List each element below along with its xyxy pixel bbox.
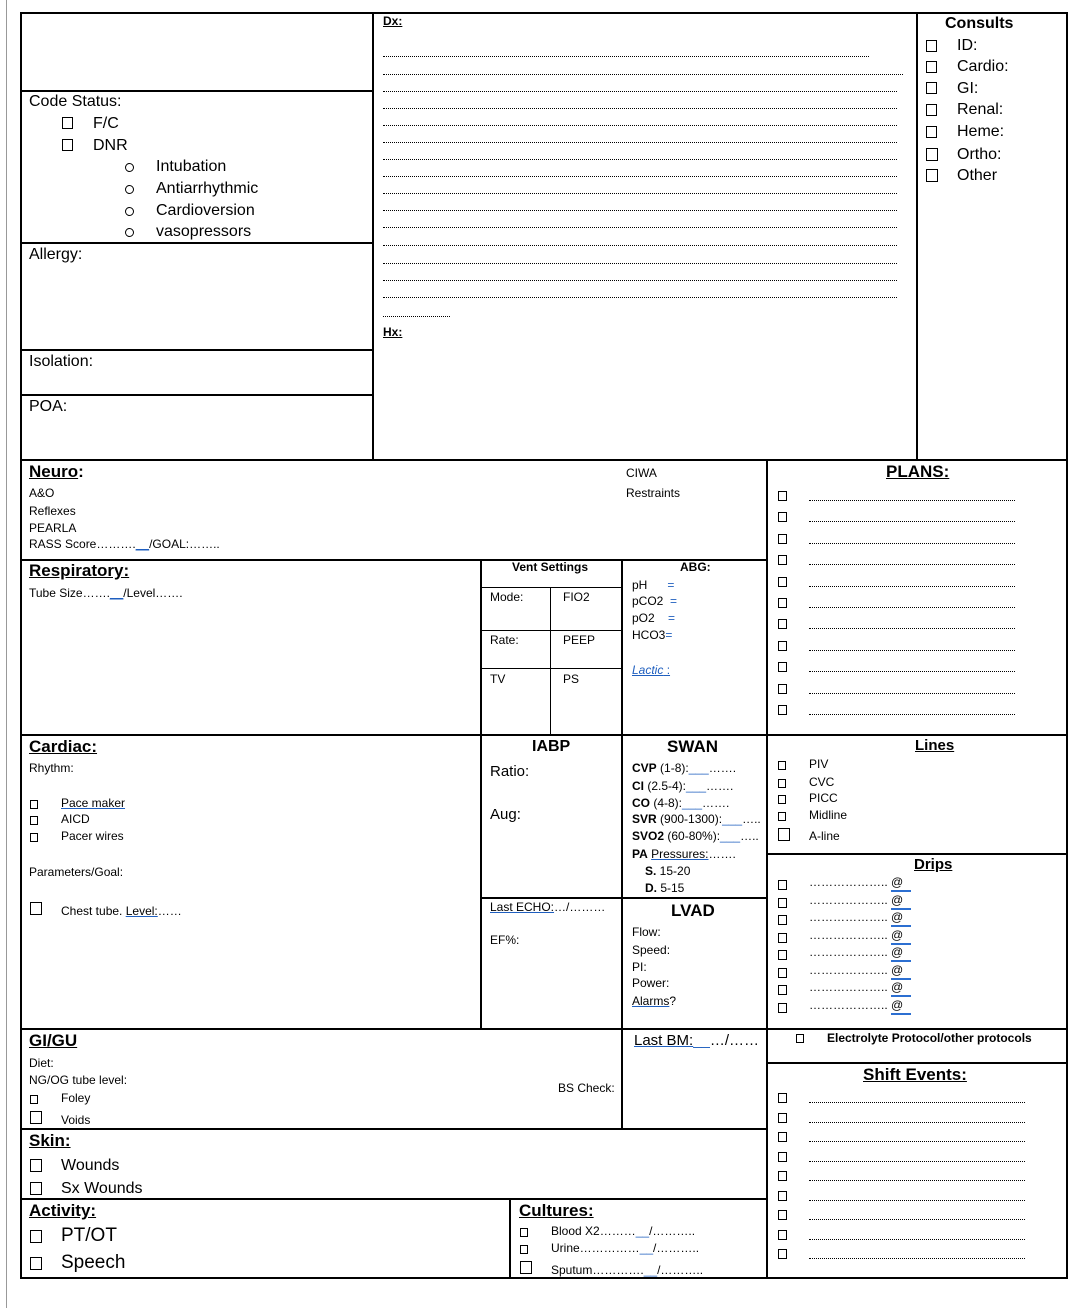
drip-4-line: ……………….. @ xyxy=(809,927,904,942)
shift-event-2-checkbox[interactable] xyxy=(778,1113,787,1123)
abg-hco3: HCO3= xyxy=(632,628,673,642)
drip-3-checkbox[interactable] xyxy=(778,915,787,925)
blood-checkbox[interactable] xyxy=(520,1228,528,1237)
drip-7-blank[interactable] xyxy=(891,995,911,997)
voids-checkbox[interactable] xyxy=(30,1111,42,1124)
pacemaker-checkbox[interactable] xyxy=(30,800,38,809)
intubation-label: Intubation xyxy=(156,158,227,175)
vent-fio2: FIO2 xyxy=(563,590,590,604)
vent-ps: PS xyxy=(563,672,580,686)
iabp-ratio: Ratio: xyxy=(490,763,530,780)
shift-events-title: Shift Events: xyxy=(863,1065,967,1084)
shift-event-8-checkbox[interactable] xyxy=(778,1230,787,1240)
pacer-wires-label: Pacer wires xyxy=(61,829,124,843)
drip-5-blank[interactable] xyxy=(891,960,911,962)
consult-ortho-checkbox[interactable] xyxy=(926,148,938,161)
swan-svo2: SVO2 (60-80%):___….. xyxy=(632,829,759,843)
drip-1-line: ……………….. @ xyxy=(809,875,904,889)
drip-4-checkbox[interactable] xyxy=(778,933,787,943)
vent-rate: Rate: xyxy=(490,633,519,647)
plan-1-line[interactable] xyxy=(809,500,1015,501)
aicd-checkbox[interactable] xyxy=(30,816,38,825)
abg-title: ABG: xyxy=(680,560,711,574)
chest-tube-label: Chest tube. Level:…… xyxy=(61,904,182,918)
shift-event-9-checkbox[interactable] xyxy=(778,1249,787,1259)
plan-11-checkbox[interactable] xyxy=(778,705,787,715)
shift-event-4-checkbox[interactable] xyxy=(778,1152,787,1162)
consults-title: Consults xyxy=(945,15,1014,32)
drip-8-blank[interactable] xyxy=(891,1013,911,1015)
tube-size: Tube Size…….__/Level……. xyxy=(29,586,183,600)
drip-3-blank[interactable] xyxy=(891,925,911,927)
abg-po2: pO2 = xyxy=(632,611,676,625)
ptot-checkbox[interactable] xyxy=(30,1230,42,1243)
lvad-alarms: Alarms? xyxy=(632,994,677,1008)
wounds-checkbox[interactable] xyxy=(30,1159,42,1172)
urine-checkbox[interactable] xyxy=(520,1245,528,1254)
consult-gi-checkbox[interactable] xyxy=(926,82,937,94)
restraints-label: Restraints xyxy=(626,486,681,500)
neuro-pearla: PEARLA xyxy=(29,521,77,535)
sputum-checkbox[interactable] xyxy=(520,1261,532,1274)
pacemaker-label: Pace maker xyxy=(61,796,126,810)
shift-event-6-line[interactable] xyxy=(809,1200,1025,1201)
cvc-label: CVC xyxy=(809,775,835,789)
vent-tv: TV xyxy=(490,672,506,686)
plan-5-line[interactable] xyxy=(809,586,1015,587)
plan-6-checkbox[interactable] xyxy=(778,598,787,608)
consult-renal-checkbox[interactable] xyxy=(926,104,937,116)
plan-3-line[interactable] xyxy=(809,543,1015,544)
sx-wounds-label: Sx Wounds xyxy=(61,1180,143,1197)
drips-title: Drips xyxy=(914,856,953,873)
consult-heme-label: Heme: xyxy=(957,123,1005,140)
poa-label: POA: xyxy=(29,398,68,415)
ef-label: EF%: xyxy=(490,933,520,947)
consult-heme-checkbox[interactable] xyxy=(926,126,937,138)
wounds-label: Wounds xyxy=(61,1157,120,1174)
last-bm: Last BM:__…/…… xyxy=(634,1032,760,1049)
lines-title: Lines xyxy=(915,737,955,754)
piv-label: PIV xyxy=(809,757,829,771)
bs-check-label: BS Check: xyxy=(558,1081,615,1095)
lvad-power: Power: xyxy=(632,976,670,990)
lvad-speed: Speed: xyxy=(632,943,671,957)
voids-label: Voids xyxy=(61,1113,91,1127)
vasopressors-radio[interactable] xyxy=(125,228,134,237)
antiarrhythmic-radio[interactable] xyxy=(125,185,134,194)
lvad-flow: Flow: xyxy=(632,925,661,939)
fc-checkbox[interactable] xyxy=(62,117,73,129)
plan-4-checkbox[interactable] xyxy=(778,555,787,565)
cardioversion-radio[interactable] xyxy=(125,207,134,216)
plan-7-line[interactable] xyxy=(809,628,1015,629)
drip-6-checkbox[interactable] xyxy=(778,968,787,978)
antiarrhythmic-label: Antiarrhythmic xyxy=(156,180,259,197)
piv-checkbox[interactable] xyxy=(778,761,786,770)
drip-2-line: ……………….. @ xyxy=(809,892,904,907)
left-margin-line xyxy=(6,0,7,1308)
shift-event-3-checkbox[interactable] xyxy=(778,1132,787,1142)
shift-event-4-line[interactable] xyxy=(809,1161,1025,1162)
shift-event-6-checkbox[interactable] xyxy=(778,1191,787,1201)
abg-lactic: Lactic : xyxy=(632,663,671,677)
swan-ci: CI (2.5-4):___……. xyxy=(632,779,734,793)
lvad-pi: PI: xyxy=(632,960,647,974)
intubation-radio[interactable] xyxy=(125,163,134,172)
plan-8-checkbox[interactable] xyxy=(778,641,787,651)
plan-1-checkbox[interactable] xyxy=(778,491,787,501)
urine-label: Urine……………__/……….. xyxy=(551,1241,700,1255)
isolation-label: Isolation: xyxy=(29,353,94,370)
swan-pa: PA Pressures:……. xyxy=(632,847,736,861)
consult-id-checkbox[interactable] xyxy=(926,40,937,52)
foley-label: Foley xyxy=(61,1091,91,1105)
drip-2-checkbox[interactable] xyxy=(778,898,787,908)
neuro-title: Neuro: xyxy=(29,462,84,481)
respiratory-title: Respiratory: xyxy=(29,561,130,580)
dx-label: Dx: xyxy=(383,14,403,28)
dnr-checkbox[interactable] xyxy=(62,139,73,151)
drip-5-checkbox[interactable] xyxy=(778,950,787,960)
midline-label: Midline xyxy=(809,808,848,822)
vasopressors-label: vasopressors xyxy=(156,223,252,240)
ciwa-label: CIWA xyxy=(626,466,657,480)
iabp-aug: Aug: xyxy=(490,806,521,823)
shift-event-5-line[interactable] xyxy=(809,1180,1025,1181)
foley-checkbox[interactable] xyxy=(30,1095,38,1104)
vent-settings-title: Vent Settings xyxy=(512,560,589,574)
consult-id-label: ID: xyxy=(957,37,978,54)
abg-ph: pH = xyxy=(632,578,675,592)
shift-event-3-line[interactable] xyxy=(809,1141,1025,1142)
pacer-wires-checkbox[interactable] xyxy=(30,833,38,842)
lvad-title: LVAD xyxy=(671,901,715,920)
neuro-reflexes: Reflexes xyxy=(29,504,76,518)
plan-9-line[interactable] xyxy=(809,671,1015,672)
swan-cvp: CVP (1-8):___……. xyxy=(632,761,737,775)
consult-ortho-label: Ortho: xyxy=(957,146,1002,163)
speech-label: Speech xyxy=(61,1252,126,1273)
parameters-goal-label: Parameters/Goal: xyxy=(29,865,124,879)
swan-d: D. 5-15 xyxy=(645,881,685,895)
picc-checkbox[interactable] xyxy=(778,795,786,804)
diet-label: Diet: xyxy=(29,1056,54,1070)
vent-peep: PEEP xyxy=(563,633,596,647)
sputum-label: Sputum………….__/……….. xyxy=(551,1263,704,1277)
chest-tube-checkbox[interactable] xyxy=(30,902,42,915)
plan-6-line[interactable] xyxy=(809,607,1015,608)
consult-other-checkbox[interactable] xyxy=(926,169,938,182)
abg-pco2: pCO2 = xyxy=(632,594,678,608)
speech-checkbox[interactable] xyxy=(30,1257,42,1270)
drip-6-line: ……………….. @ xyxy=(809,962,904,977)
rass-score: RASS Score……….__/GOAL:…….. xyxy=(29,537,220,551)
shift-event-9-line[interactable] xyxy=(809,1258,1025,1259)
consult-cardio-checkbox[interactable] xyxy=(926,61,937,73)
shift-event-2-line[interactable] xyxy=(809,1122,1025,1123)
neuro-ao: A&O xyxy=(29,486,55,500)
consult-cardio-label: Cardio: xyxy=(957,58,1009,75)
plan-7-checkbox[interactable] xyxy=(778,619,787,629)
shift-event-1-line[interactable] xyxy=(809,1102,1025,1103)
plan-10-checkbox[interactable] xyxy=(778,684,787,694)
aline-checkbox[interactable] xyxy=(778,828,790,841)
blood-label: Blood X2………__/……….. xyxy=(551,1224,696,1238)
midline-checkbox[interactable] xyxy=(778,812,786,821)
sx-wounds-checkbox[interactable] xyxy=(30,1182,42,1195)
iabp-title: IABP xyxy=(532,738,571,755)
consult-gi-label: GI: xyxy=(957,80,979,97)
drip-7-checkbox[interactable] xyxy=(778,985,787,995)
plan-11-line[interactable] xyxy=(809,714,1015,715)
dnr-label: DNR xyxy=(93,137,128,154)
code-status-label: Code Status: xyxy=(29,93,122,110)
consult-renal-label: Renal: xyxy=(957,101,1004,118)
ngog-label: NG/OG tube level: xyxy=(29,1073,128,1087)
electrolyte-checkbox[interactable] xyxy=(796,1034,804,1043)
skin-title: Skin: xyxy=(29,1131,71,1150)
swan-s: S. 15-20 xyxy=(645,864,691,878)
plans-title: PLANS: xyxy=(886,462,950,481)
aicd-label: AICD xyxy=(61,812,90,826)
hx-label: Hx: xyxy=(383,325,403,339)
cvc-checkbox[interactable] xyxy=(778,779,786,788)
swan-svr: SVR (900-1300):___….. xyxy=(632,812,761,826)
last-echo: Last ECHO:…/……… xyxy=(490,900,606,914)
drip-8-line: ……………….. @ xyxy=(809,997,904,1012)
shift-event-5-checkbox[interactable] xyxy=(778,1171,787,1181)
plan-5-checkbox[interactable] xyxy=(778,577,787,587)
cardioversion-label: Cardioversion xyxy=(156,202,255,219)
shift-event-7-checkbox[interactable] xyxy=(778,1210,787,1220)
swan-co: CO (4-8):___……. xyxy=(632,796,730,810)
drip-7-line: ……………….. @ xyxy=(809,980,904,994)
plan-3-checkbox[interactable] xyxy=(778,534,787,544)
fc-label: F/C xyxy=(93,115,119,132)
swan-title: SWAN xyxy=(667,737,718,756)
shift-event-1-checkbox[interactable] xyxy=(778,1093,787,1103)
consult-other-label: Other xyxy=(957,167,998,184)
drip-5-line: ……………….. @ xyxy=(809,945,904,959)
rhythm-label: Rhythm: xyxy=(29,761,74,775)
cultures-title: Cultures: xyxy=(519,1201,594,1220)
aline-label: A-line xyxy=(809,829,840,843)
plan-9-checkbox[interactable] xyxy=(778,662,787,672)
activity-title: Activity: xyxy=(29,1201,97,1220)
drip-3-line: ……………….. @ xyxy=(809,910,904,924)
picc-label: PICC xyxy=(809,791,838,805)
plan-2-checkbox[interactable] xyxy=(778,512,787,522)
drip-8-checkbox[interactable] xyxy=(778,1003,787,1013)
shift-event-8-line[interactable] xyxy=(809,1239,1025,1240)
allergy-label: Allergy: xyxy=(29,246,83,263)
plan-10-line[interactable] xyxy=(809,693,1015,694)
ptot-label: PT/OT xyxy=(61,1225,117,1246)
gigu-title: GI/GU xyxy=(29,1031,78,1050)
cardiac-title: Cardiac: xyxy=(29,737,98,756)
drip-1-checkbox[interactable] xyxy=(778,880,787,890)
drip-1-blank[interactable] xyxy=(891,890,911,892)
electrolyte-label: Electrolyte Protocol/other protocols xyxy=(827,1031,1032,1045)
shift-event-7-line[interactable] xyxy=(809,1219,1025,1220)
vent-mode: Mode: xyxy=(490,590,524,604)
plan-8-line[interactable] xyxy=(809,650,1015,651)
plan-2-line[interactable] xyxy=(809,521,1015,522)
plan-4-line[interactable] xyxy=(809,564,1015,565)
